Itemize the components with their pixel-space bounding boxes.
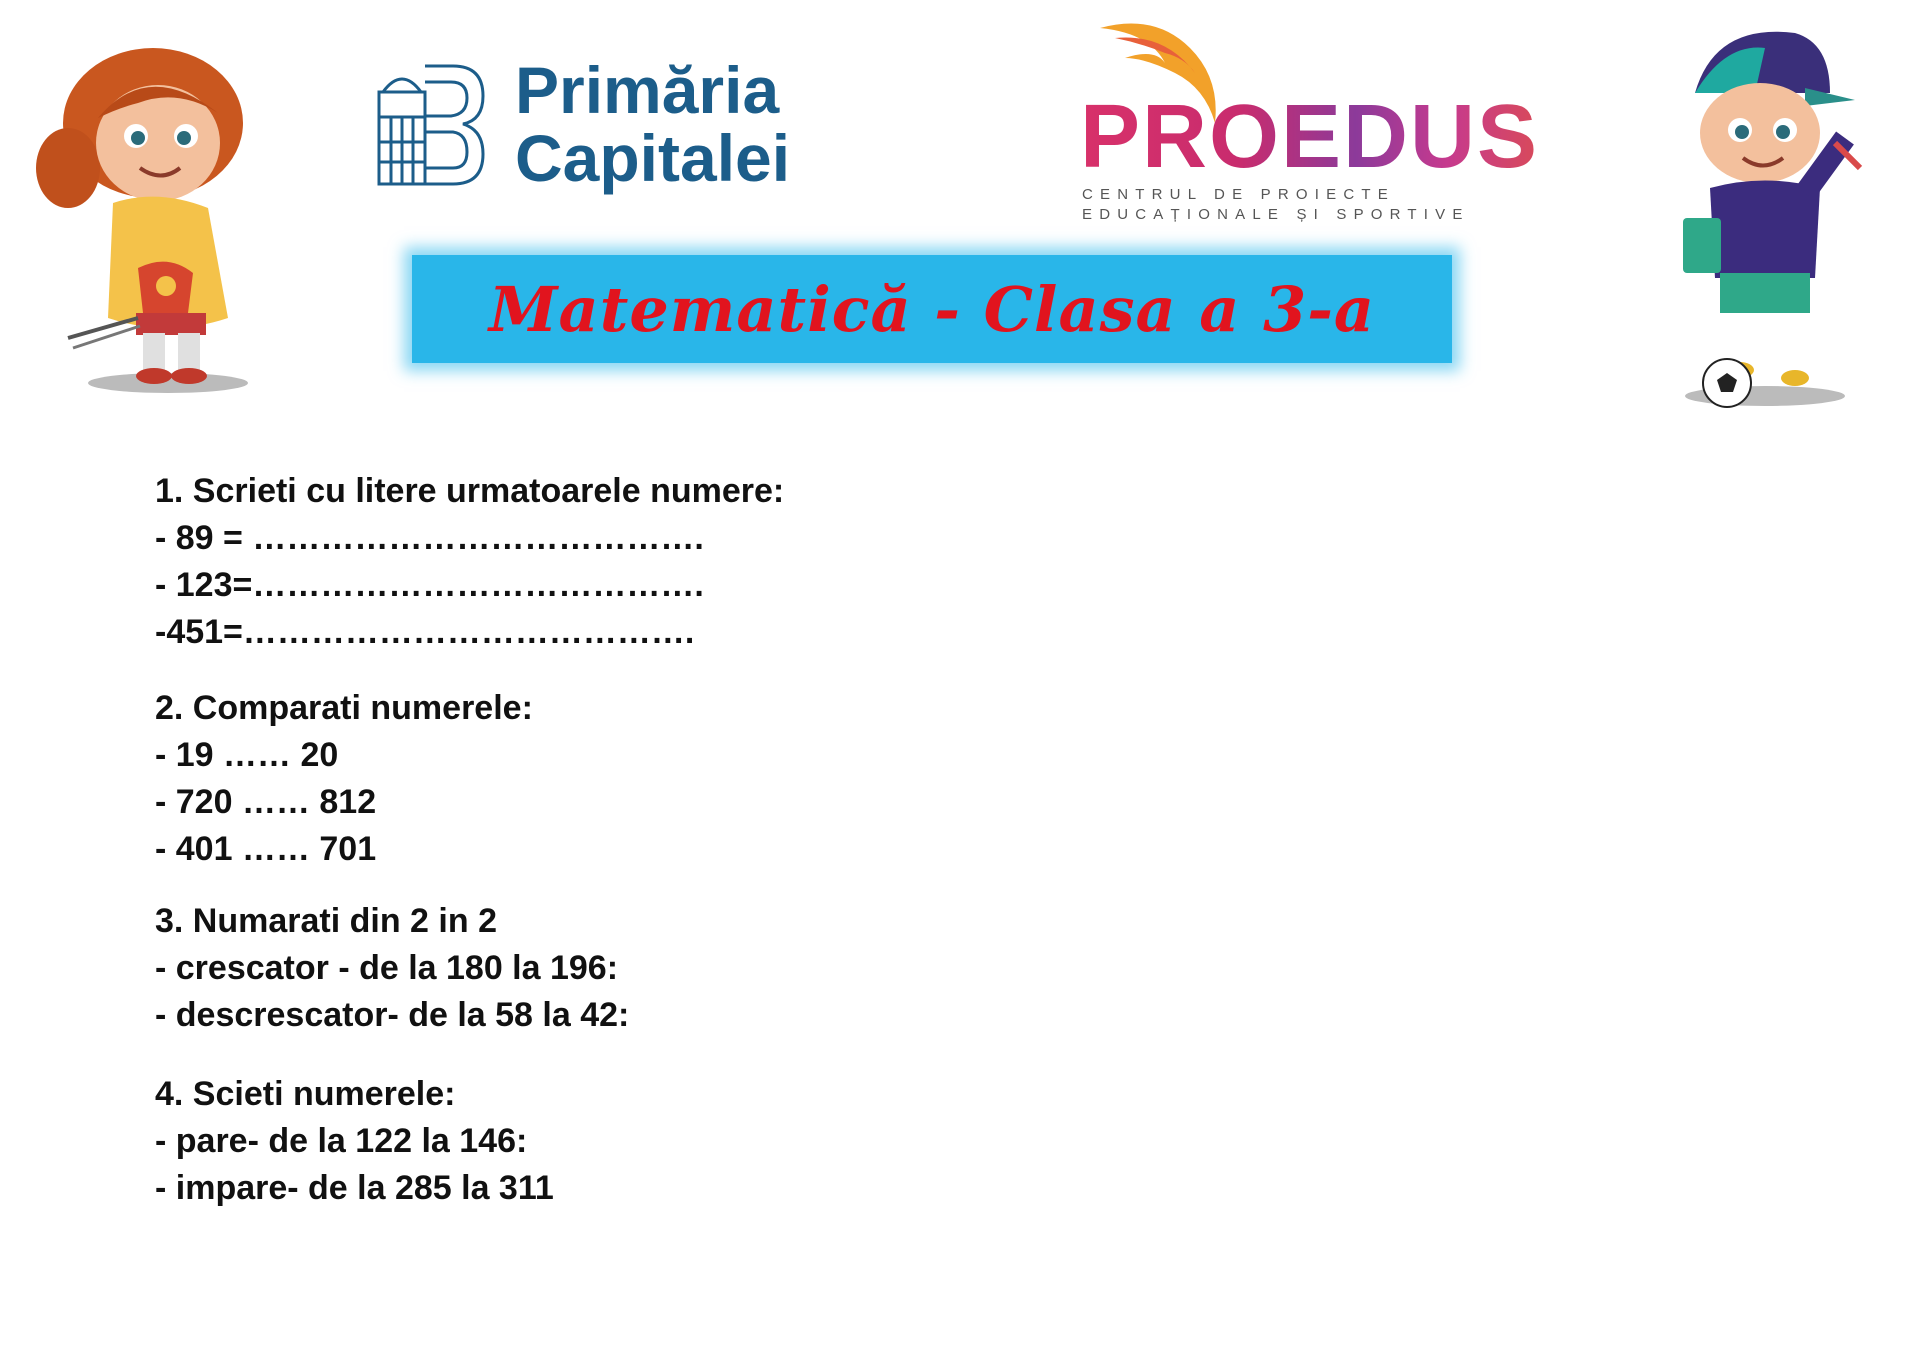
exercise-line: - crescator - de la 180 la 196:	[155, 949, 619, 987]
exercise-line: - 720 …… 812	[155, 783, 377, 821]
exercise-title: 3. Numarati din 2 in 2	[155, 902, 497, 940]
exercise-line: - descrescator- de la 58 la 42:	[155, 996, 630, 1034]
exercise-line: - 123=………………………………….	[155, 566, 704, 604]
exercise-1	[155, 468, 1355, 656]
proedus-wordmark: PROEDUS	[1080, 87, 1540, 187]
exercise-title: 1. Scrieti cu litere urmatoarele numere:	[155, 472, 785, 510]
pmb-line1: Primăria	[515, 53, 780, 127]
exercise-line: - pare- de la 122 la 146:	[155, 1122, 528, 1160]
boy-mascot-illustration	[1655, 18, 1870, 413]
exercise-2	[155, 685, 1355, 873]
proedus-tagline-line1: CENTRUL DE PROIECTE	[1082, 186, 1395, 203]
primaria-capitalei-logo	[375, 62, 485, 187]
primaria-capitalei-wordmark	[515, 53, 791, 195]
exercise-title: 2. Comparati numerele:	[155, 689, 533, 727]
exercise-title: 4. Scieti numerele:	[155, 1075, 456, 1113]
proedus-tagline-line2: EDUCAȚIONALE ȘI SPORTIVE	[1082, 206, 1470, 223]
exercise-3	[155, 898, 1355, 1039]
exercises	[155, 468, 1355, 1212]
exercise-line: - 19 …… 20	[155, 736, 339, 774]
exercise-line: - 401 …… 701	[155, 830, 377, 868]
exercise-line: - impare- de la 285 la 311	[155, 1169, 554, 1207]
girl-mascot-illustration	[28, 28, 273, 398]
worksheet-title: Matematică - Clasa a 3-a	[488, 272, 1376, 346]
title-banner	[412, 255, 1452, 363]
exercise-line: - 89 = ………………………………….	[155, 519, 704, 557]
exercise-line: -451=………………………………….	[155, 613, 695, 651]
proedus-tagline	[1082, 185, 1512, 225]
exercise-4	[155, 1071, 1355, 1212]
pmb-line2: Capitalei	[515, 121, 791, 195]
